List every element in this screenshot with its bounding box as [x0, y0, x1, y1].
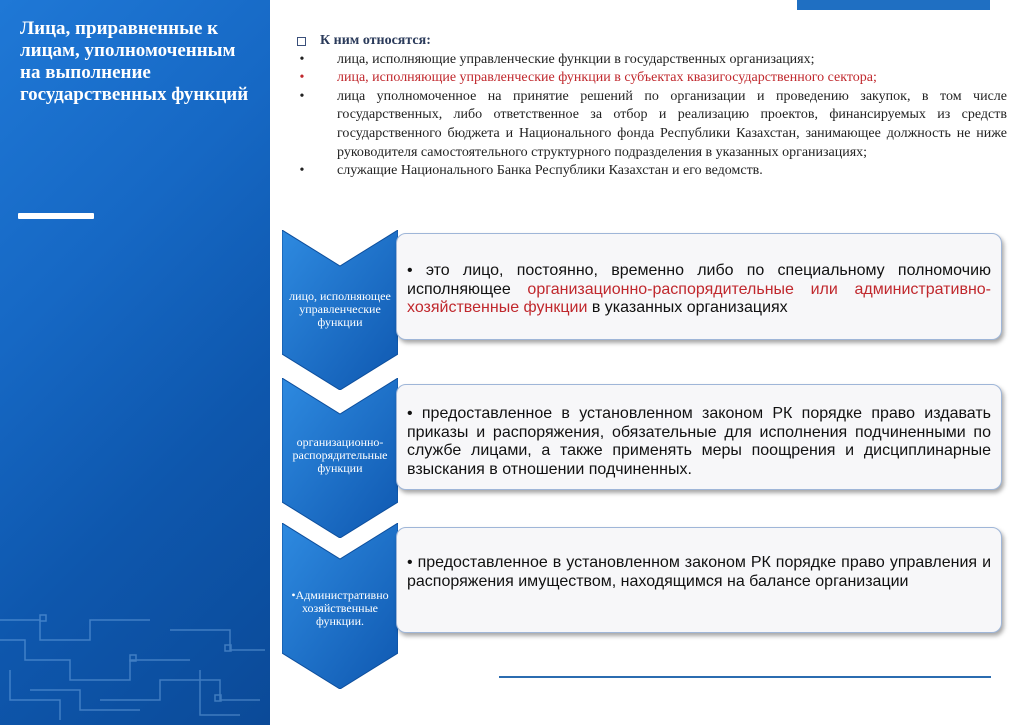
- definition-card: [396, 527, 1002, 633]
- intro-heading-text: К ним относятся:: [320, 33, 431, 48]
- definition-text: [407, 262, 991, 318]
- list-item: • лица уполномоченное на принятие решений по организации и проведению закупок, в том числе государственных, либо ответственное за отбор и реализацию проектов, финансируемых из средств государственного бюджета и Национального фонда Республики Казахстан, занимающее должность не ниже руководителя самостоятельного структурного подразделения в указанных организациях;: [297, 88, 1007, 162]
- top-accent-bar: [797, 0, 990, 10]
- list-item: • служащие Национального Банка Республики Казахстан и его ведомств.: [297, 162, 1007, 181]
- chevron-label: лицо, исполняющее управленческие функции: [289, 289, 391, 329]
- definition-card: [396, 233, 1002, 340]
- definition-text-part: в указанных организациях: [587, 299, 788, 316]
- checkbox-bullet-icon: [297, 37, 306, 46]
- definition-text: • предоставленное в установленном законом РК порядке право издавать приказы и распоряжения, обязательные для исполнения подчиненными по службе лицами, а также применять меры поощрения и дисциплинарные взыскания в отношении подчиненных.: [407, 405, 991, 478]
- title-underline: [18, 213, 94, 219]
- intro-section: [297, 32, 1007, 181]
- intro-heading: [297, 32, 1007, 51]
- definition-text-highlight: организационно-распорядительные или административно-хозяйственные функции: [407, 280, 991, 316]
- chevron-label: •Административно хозяйственные функции.: [291, 588, 389, 628]
- definition-row: [282, 230, 1002, 390]
- definition-card: [396, 384, 1002, 490]
- chevron-label: организационно-распорядительные функции: [292, 435, 388, 475]
- list-item: • лица, исполняющие управленческие функции в государственных организациях;: [297, 51, 1007, 70]
- circuit-pattern-decoration: [0, 600, 270, 725]
- list-item: • лица, исполняющие управленческие функции в субъектах квазигосударственного сектора;: [297, 69, 1007, 88]
- bottom-divider: [499, 676, 991, 678]
- definition-row: [282, 523, 1002, 689]
- page-title: Лица, приравненные к лицам, уполномоченным на выполнение государственных функций: [20, 18, 249, 105]
- intro-list: [297, 51, 1007, 181]
- definition-text-part: • это лицо, постоянно, временно либо по специальному полномочию исполняющее: [407, 262, 991, 298]
- sidebar-panel: [0, 0, 270, 725]
- definition-row: [282, 378, 1002, 538]
- definition-text: • предоставленное в установленном законом РК порядке право управления и распоряжения имуществом, находящимся на балансе организации: [407, 554, 991, 590]
